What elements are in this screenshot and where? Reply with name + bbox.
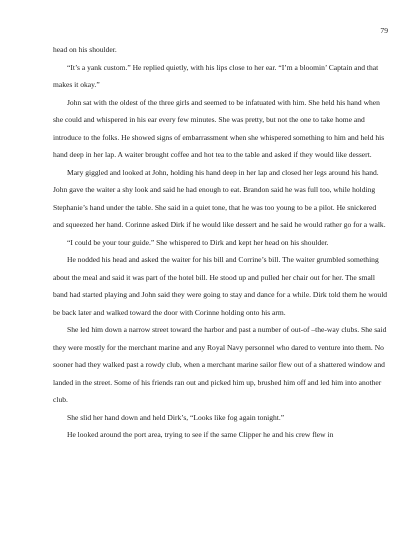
paragraph: “I could be your tour guide.” She whispered to Dirk and kept her head on his shoulder. <box>67 237 329 247</box>
page-number: 79 <box>380 26 388 35</box>
paragraph: head on his shoulder. <box>53 45 117 54</box>
paragraph: She slid her hand down and held Dirk’s, “Looks like fog again tonight.” <box>67 412 285 422</box>
paragraph: She led him down a narrow street toward the harbor and past a number of out-of –the-way clubs. She said they were mostly for the merchant marine and any Royal Navy personnel who dared to venture into them. No sooner had they walked past a rowdy club, when a merchant marine sailor flew out of a shattered window and landed in the street. Some of his friends ran out and picked him up, brushed him off and led him into another club. <box>53 325 387 404</box>
paragraph: Mary giggled and looked at John, holding his hand deep in her lap and closed her legs around his hand. John gave the waiter a shy look and said he had enough to eat. Brandon said he was full too, while holding Stephanie’s hand under the table. She said in a quiet tone, that he was too young to be a pilot. He snickered and squeezed her hand. Corinne asked Dirk if he would like dessert and he said he would rather go for a walk. <box>53 167 386 229</box>
paragraph: John sat with the oldest of the three girls and seemed to be infatuated with him. She held his hand when she could and whispered in his ear every few minutes. She was pretty, but not the one to take home and introduce to the folks. He showed signs of embarrassment when she whispered something to him and held his hand deep in her lap. A waiter brought coffee and hot tea to the table and asked if they would like dessert. <box>53 97 385 159</box>
paragraph: “It’s a yank custom.” He replied quietly, with his lips close to her ear. “I’m a bloomin’ Captain and that makes it okay.” <box>53 62 379 89</box>
paragraph: He nodded his head and asked the waiter for his bill and Corrine’s bill. The waiter grumbled something about the meal and said it was part of the hotel bill. He stood up and pulled her chair out for her. The small band had started playing and John said they were going to stay and dance for a while. Dirk told them he would be back later and walked toward the door with Corinne holding onto his arm. <box>53 255 388 317</box>
paragraph: He looked around the port area, trying to see if the same Clipper he and his crew flew in <box>67 430 334 439</box>
body-text <box>53 41 388 444</box>
